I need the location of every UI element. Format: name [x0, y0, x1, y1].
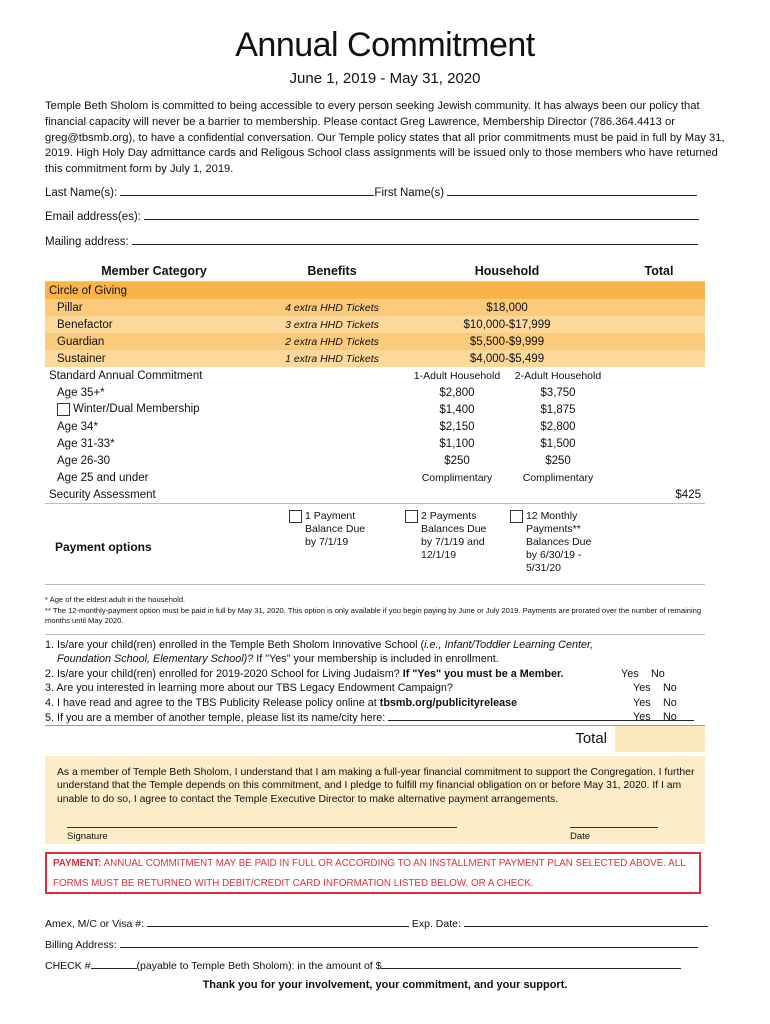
- table-row: [45, 418, 705, 435]
- name-fields: [45, 184, 697, 199]
- two-adult-amount: $2,800: [540, 420, 576, 433]
- no-option[interactable]: No: [663, 696, 677, 709]
- first-name-field[interactable]: [447, 184, 697, 196]
- two-adult-amount: $1,875: [540, 403, 576, 416]
- col-member-category: Member Category: [45, 261, 263, 282]
- table-row: [45, 333, 705, 350]
- one-adult-amount: $250: [444, 454, 470, 467]
- circle-of-giving-row: [45, 282, 705, 300]
- household-amount: $10,000-$17,999: [463, 318, 551, 331]
- yes-option[interactable]: Yes: [633, 696, 651, 709]
- category-name: Age 35+*: [57, 386, 105, 399]
- exp-label: Exp. Date:: [411, 918, 461, 930]
- yes-option[interactable]: Yes: [633, 710, 651, 723]
- monthly-payments-text: 12 Monthly Payments** Balances Due by 6/30/19 - 5/31/20: [525, 510, 592, 574]
- col-benefits: Benefits: [263, 261, 401, 282]
- exp-date-field[interactable]: [464, 915, 708, 927]
- security-row: [45, 486, 705, 504]
- one-adult-amount: Complimentary: [421, 471, 493, 484]
- total-cell[interactable]: [613, 299, 705, 316]
- two-payments-text: 2 Payments Balances Due by 7/1/19 and 12/1/19: [421, 510, 487, 561]
- circle-of-giving-label: Circle of Giving: [49, 284, 127, 297]
- total-cell[interactable]: [613, 469, 705, 486]
- benefit: 4 extra HHD Tickets: [285, 301, 379, 314]
- total-cell[interactable]: [613, 435, 705, 452]
- one-payment-checkbox[interactable]: [289, 510, 302, 523]
- first-name-label: First Name(s): [374, 187, 445, 199]
- grand-total-row: [45, 725, 705, 752]
- table-row: [45, 299, 705, 316]
- thank-you-note: Thank you for your involvement, your commitment, and your support.: [202, 979, 568, 991]
- household-amount: $4,000-$5,499: [469, 352, 545, 365]
- page-subtitle: June 1, 2019 - May 31, 2020: [289, 70, 481, 87]
- standard-header-row: [45, 367, 705, 384]
- table-row: [45, 350, 705, 367]
- card-label: Amex, M/C or Visa #:: [45, 918, 145, 930]
- total-cell[interactable]: [613, 384, 705, 401]
- category-name: Winter/Dual Membership: [73, 403, 200, 415]
- check-number-field[interactable]: [91, 957, 137, 969]
- signature-label: Signature: [67, 831, 108, 842]
- yes-option[interactable]: Yes: [621, 667, 639, 680]
- monthly-payments-checkbox[interactable]: [510, 510, 523, 523]
- check-row: [45, 957, 681, 972]
- winter-membership-checkbox[interactable]: [57, 403, 70, 416]
- one-adult-amount: $1,100: [439, 437, 475, 450]
- col-household: Household: [401, 261, 613, 282]
- payment-options-label: Payment options: [55, 540, 152, 554]
- membership-table: [45, 261, 705, 585]
- mailing-label: Mailing address:: [45, 236, 129, 248]
- payment-notice-bold: PAYMENT:: [53, 858, 102, 869]
- total-cell[interactable]: [613, 333, 705, 350]
- total-cell[interactable]: [613, 452, 705, 469]
- email-row: [45, 208, 699, 223]
- category-name: Sustainer: [57, 352, 106, 365]
- question-3: 3. Are you interested in learning more about our TBS Legacy Endowment Campaign? Yes No: [45, 681, 705, 695]
- intro-paragraph: Temple Beth Sholom is committed to being accessible to every person seeking Jewish community. It has always been our policy that financial capacity will never be a barrier to membership. Please contact Greg Lawrence, Membership Director (786.364.4413 or greg@tbsmb.org), to have a confidential conversation. Our Temple policy states that all prior commitments must be paid in full by May 31, 2019. High Holy Day admittance cards and Religous School class assignments will be issued only to those members who have returned this commitment form by July 1, 2019.: [45, 100, 725, 176]
- one-adult-amount: $2,150: [439, 420, 475, 433]
- questions-section: [45, 634, 705, 724]
- no-option[interactable]: No: [663, 710, 677, 723]
- one-adult-label: 1-Adult Household: [413, 369, 501, 382]
- footnote-monthly: ** The 12-monthly-payment option must be paid in full by May 31, 2020. This option is only available if you begin paying by June or July 2019. Payments are prorated over the number of remaining months until May 2020.: [45, 605, 702, 625]
- security-amount: $425: [675, 488, 701, 501]
- two-adult-amount: $1,500: [540, 437, 576, 450]
- category-name: Age 34*: [57, 420, 98, 433]
- check-label: CHECK #: [45, 960, 91, 972]
- payment-notice: [45, 852, 701, 894]
- benefit: 1 extra HHD Tickets: [285, 352, 379, 365]
- two-adult-label: 2-Adult Household: [514, 369, 602, 382]
- total-cell[interactable]: [613, 418, 705, 435]
- no-option[interactable]: No: [651, 667, 665, 680]
- one-payment-text: 1 Payment Balance Due by 7/1/19: [305, 510, 366, 548]
- page-title: Annual Commitment: [235, 26, 535, 64]
- two-adult-amount: $250: [545, 454, 571, 467]
- payment-notice-text: ANNUAL COMMITMENT MAY BE PAID IN FULL OR ACCORDING TO AN INSTALLMENT PAYMENT PLAN SELECTED ABOVE. ALL FORMS MUST BE RETURNED WITH DEBIT/CREDIT CARD INFORMATION LISTED BELOW, OR A CHECK.: [53, 858, 686, 889]
- last-name-label: Last Name(s):: [45, 187, 118, 199]
- table-row: [45, 435, 705, 452]
- commitment-statement: [45, 756, 705, 844]
- one-adult-amount: $1,400: [439, 403, 475, 416]
- table-row: [45, 316, 705, 333]
- category-name: Age 25 and under: [57, 471, 149, 484]
- commitment-text: As a member of Temple Beth Sholom, I understand that I am making a full-year financial commitment to support the Congregation. I further understand that the Temple depends on this commitment, and I pledge to fulfill my financial obligation on or before May 31, 2020. If I am unable to do so, I agree to contact the Temple Executive Director to make alternative payment arrangements.: [57, 767, 695, 805]
- question-4: 4. I have read and agree to the TBS Publicity Release policy online at tbsmb.org/publicityrelease Yes No: [45, 696, 705, 710]
- question-1-continued: Foundation School, Elementary School)? If "Yes" your membership is included in enrollment. Yes No: [45, 652, 705, 666]
- household-amount: $18,000: [486, 301, 528, 314]
- payment-options-row: [45, 504, 705, 585]
- table-row: [45, 384, 705, 401]
- check-amount-field[interactable]: [381, 957, 681, 969]
- one-adult-amount: $2,800: [439, 386, 475, 399]
- household-amount: $5,500-$9,999: [469, 335, 545, 348]
- table-header: [45, 261, 705, 282]
- grand-total-field[interactable]: [615, 726, 705, 752]
- category-name: Guardian: [57, 335, 105, 348]
- publicity-link[interactable]: tbsmb.org/publicityrelease: [379, 696, 518, 709]
- footnote-age: * Age of the eldest adult in the household.: [45, 595, 186, 604]
- category-name: Pillar: [57, 301, 83, 314]
- question-1: 1. Is/are your child(ren) enrolled in the Temple Beth Sholom Innovative School (i.e., Infant/Toddler Learning Center,: [45, 639, 593, 651]
- billing-address-field[interactable]: [120, 936, 698, 948]
- mailing-field[interactable]: [132, 233, 698, 245]
- table-row: [45, 469, 705, 486]
- category-name: Age 26-30: [57, 454, 111, 467]
- category-name: Age 31-33*: [57, 437, 115, 450]
- standard-label: Standard Annual Commitment: [49, 369, 203, 382]
- billing-address-row: [45, 936, 698, 951]
- check-payable-text: (payable to Temple Beth Sholom): in the amount of $: [136, 960, 382, 972]
- question-5: 5. If you are a member of another temple, please list its name/city here:: [45, 710, 705, 724]
- total-cell[interactable]: [613, 316, 705, 333]
- signature-field[interactable]: [67, 827, 457, 828]
- billing-address-label: Billing Address:: [45, 939, 117, 951]
- no-option[interactable]: No: [663, 682, 677, 695]
- yes-option[interactable]: Yes: [633, 682, 651, 695]
- card-row: [45, 915, 708, 930]
- table-row: [45, 401, 705, 418]
- date-field[interactable]: [570, 827, 658, 828]
- question-2: 2. Is/are your child(ren) enrolled for 2019-2020 School for Living Judaism? If "Yes" you must be a Member. Yes No: [45, 667, 705, 681]
- two-adult-amount: $3,750: [540, 386, 576, 399]
- grand-total-label: Total: [575, 730, 607, 747]
- mailing-row: [45, 233, 698, 248]
- security-label: Security Assessment: [49, 488, 156, 501]
- category-name: Benefactor: [57, 318, 113, 331]
- two-payments-checkbox[interactable]: [405, 510, 418, 523]
- benefit: 2 extra HHD Tickets: [285, 335, 379, 348]
- footnotes: [45, 595, 715, 627]
- email-field[interactable]: [144, 208, 699, 220]
- benefit: 3 extra HHD Tickets: [285, 318, 379, 331]
- total-cell[interactable]: [613, 401, 705, 418]
- other-temple-field[interactable]: [388, 710, 694, 721]
- date-label: Date: [570, 831, 591, 842]
- last-name-field[interactable]: [120, 184, 374, 196]
- card-number-field[interactable]: [147, 915, 409, 927]
- col-total: Total: [613, 261, 705, 282]
- two-adult-amount: Complimentary: [522, 471, 594, 484]
- table-row: [45, 452, 705, 469]
- email-label: Email address(es):: [45, 211, 141, 223]
- total-cell[interactable]: [613, 350, 705, 367]
